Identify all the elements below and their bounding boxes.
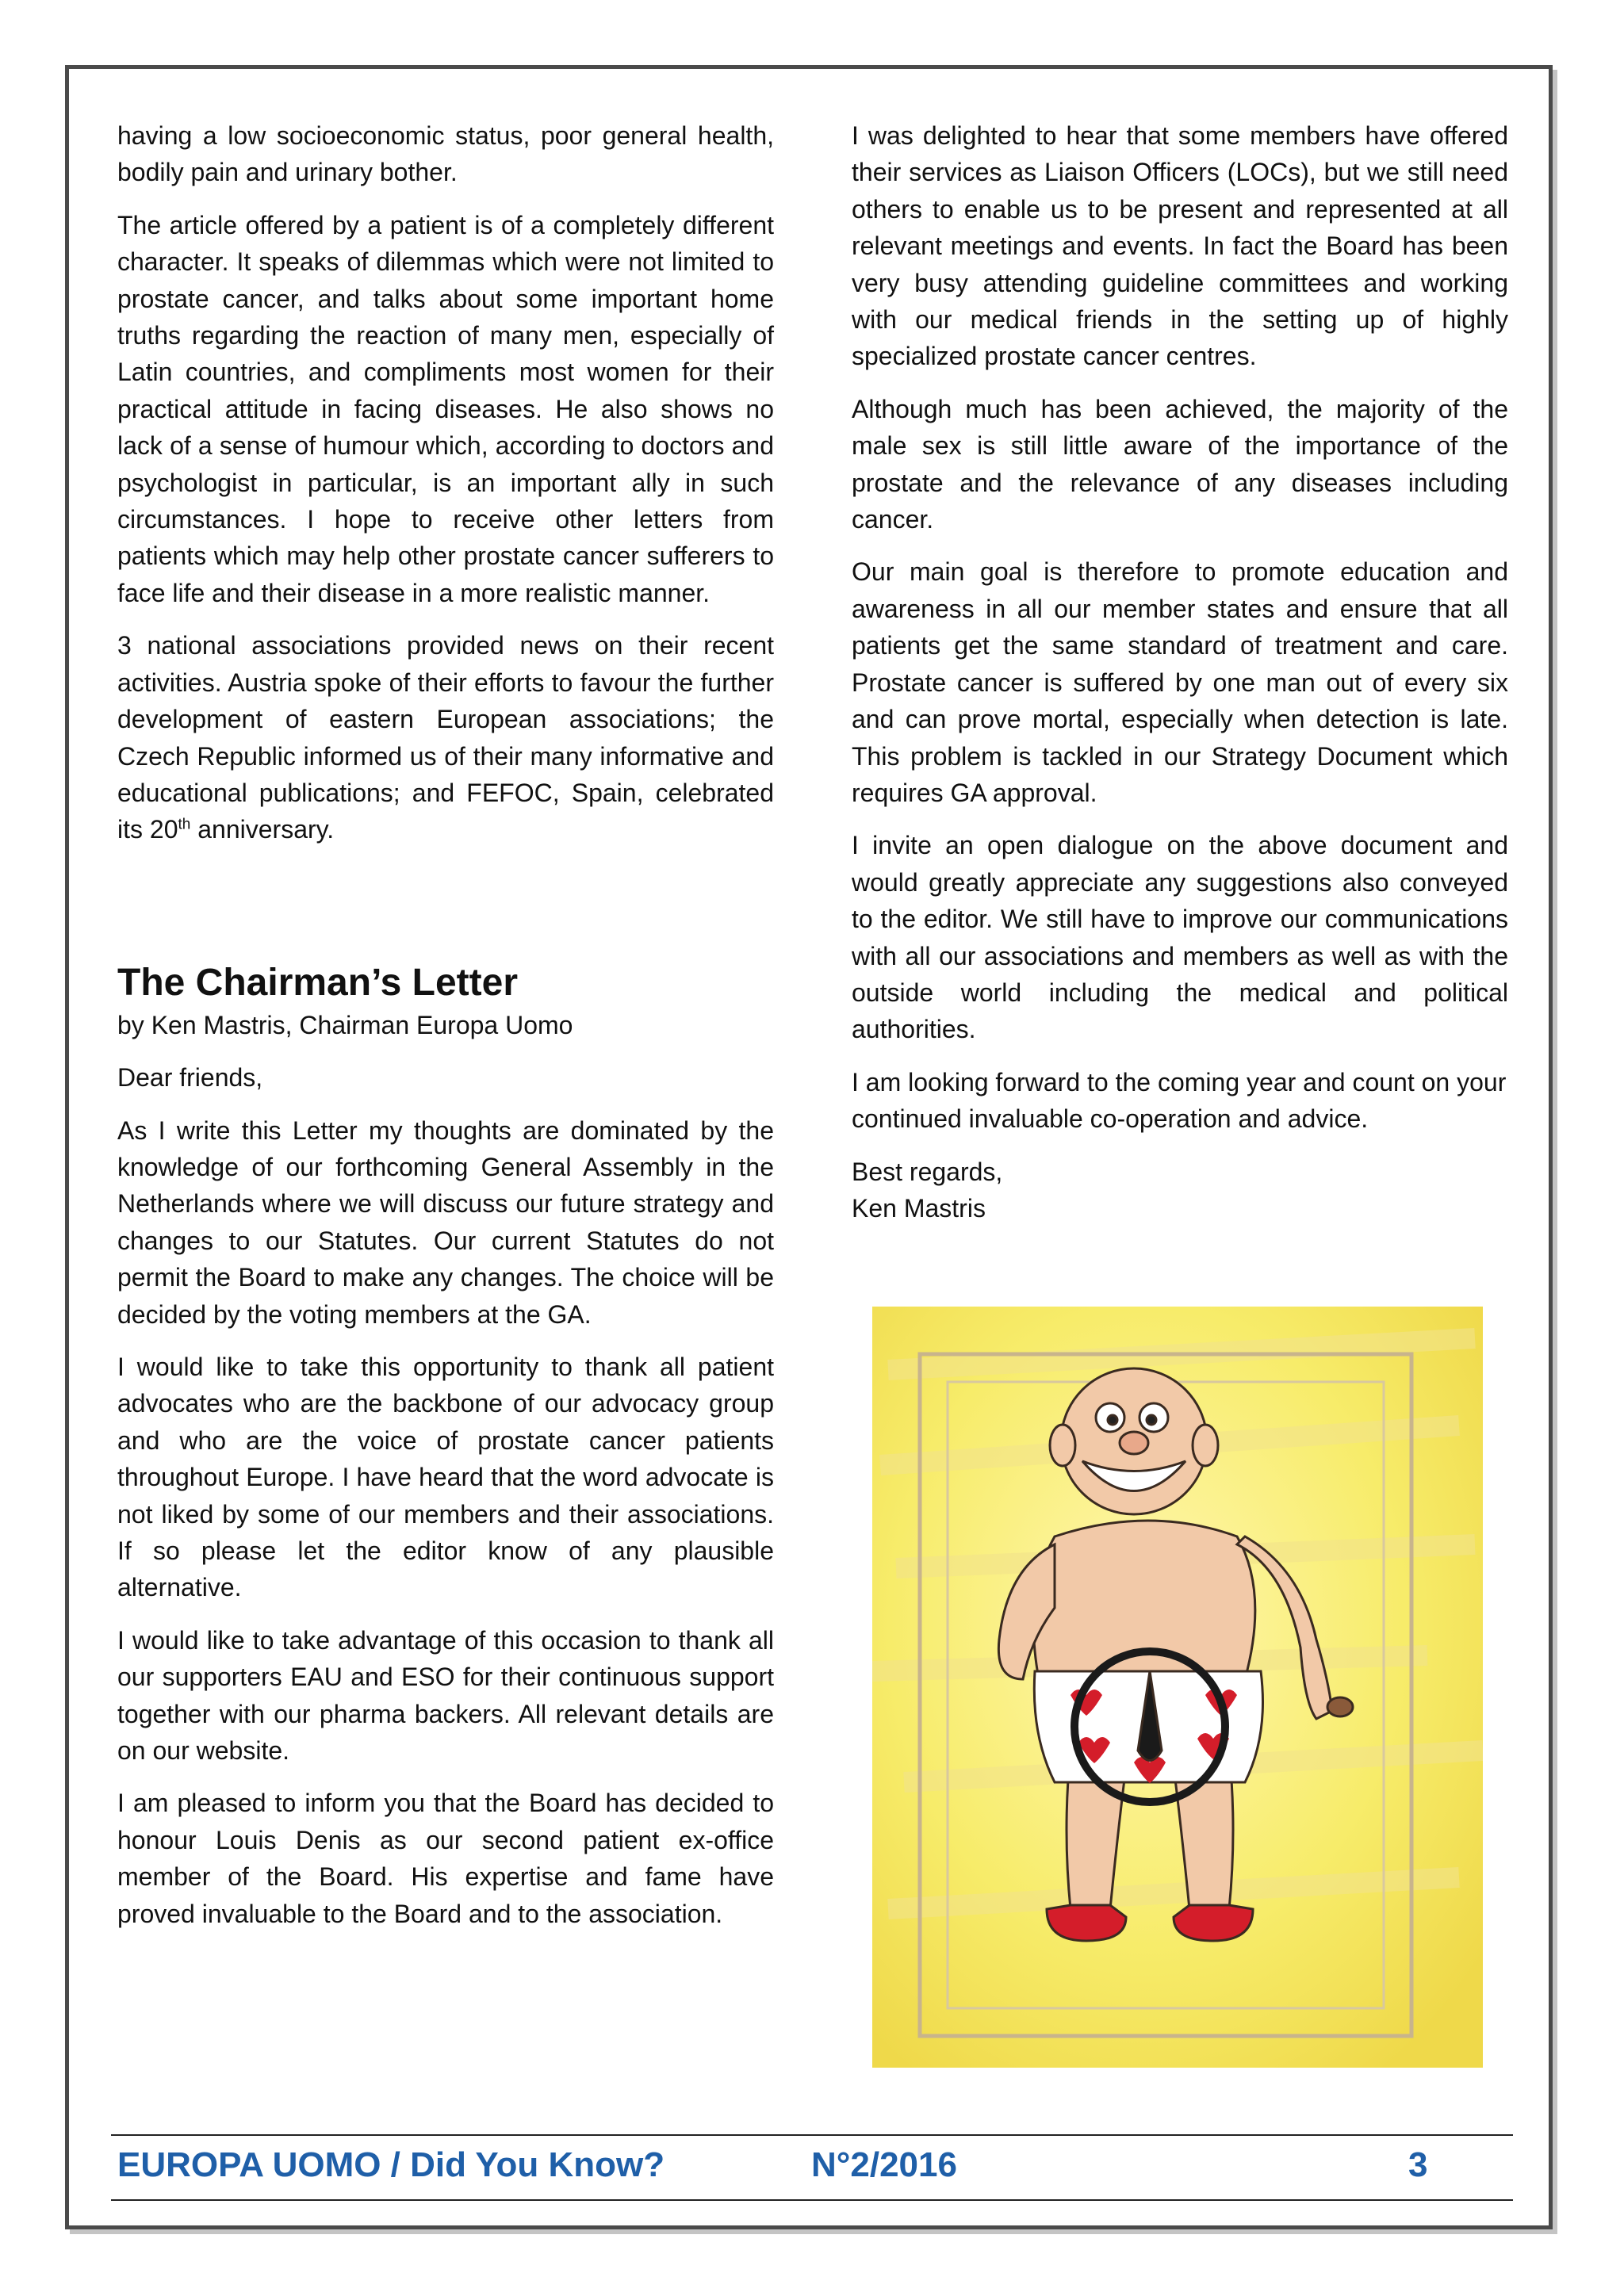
paragraph: Although much has been achieved, the majority of the male sex is still little aware of the importance of the prostate and the relevance of any diseases including cancer. (852, 394, 1508, 534)
section-title: The Chairman’s Letter (117, 961, 519, 1004)
footer-title: EUROPA UOMO / Did You Know? (117, 2145, 665, 2184)
footer-issue: N°2/2016 (811, 2145, 957, 2184)
paragraph: I am looking forward to the coming year and count on your continued invaluable co-operation and advice. (852, 1067, 1507, 1134)
spacer (117, 864, 774, 959)
paragraph: The article offered by a patient is of a completely different character. It speaks of dilemmas which were not limited to prostate cancer, and talks about some important home truths regarding the reaction of many men, especially of Latin countries, and compliments most women for their practical attitude in facing diseases. He also shows no lack of a sense of humour which, according to doctors and psychologist in particular, is an important ally in such circumstances. I hope to receive other letters from patients which may help other prostate cancer sufferers to face life and their disease in a more realistic manner. (117, 210, 774, 607)
paragraph: I am pleased to inform you that the Board has decided to honour Louis Denis as our second patient ex-office member of the Board. His expertise and fame have proved invaluable to the Board and to the association. (117, 1789, 774, 1928)
right-slipper (1174, 1905, 1253, 1941)
signature: Ken Mastris (852, 1193, 986, 1223)
cartoon-illustration (872, 1307, 1483, 2068)
superscript: th (178, 816, 191, 833)
right-pupil (1147, 1415, 1156, 1425)
paragraph: Our main goal is therefore to promote education and awareness in all our member states and ensure that all patients get the same standard of treatment and care. Prostate cancer is suffered by one man out of every six and can prove mortal, especially when detection is late. This problem is tackled in our Strategy Document which requires GA approval. (852, 557, 1508, 807)
left-pupil (1108, 1415, 1117, 1425)
paragraph-text: 3 national associations provided news on their recent activities. Austria spoke of their efforts to favour the further development of eastern European associations; the Czech Republic informed us of their many informative and educational publications; and FEFOC, Spain, celebrated its 20 (117, 631, 774, 844)
paragraph: having a low socioeconomic status, poor general health, bodily pain and urinary bother. (117, 121, 774, 187)
right-column (852, 117, 1508, 1242)
page-number: 3 (1408, 2145, 1428, 2184)
nose (1120, 1432, 1148, 1454)
right-ear (1193, 1425, 1218, 1466)
paragraph: I would like to take advantage of this occasion to thank all our supporters EAU and ESO for their continuous support together with our pharma backers. All relevant details are on our website. (117, 1625, 774, 1766)
footer (111, 2134, 1513, 2201)
left-ear (1050, 1425, 1075, 1466)
paragraph: I invite an open dialogue on the above document and would greatly appreciate any suggestions also conveyed to the editor. We still have to improve our communications with all our associations and members as well as with the outside world including the medical and political authorities. (852, 831, 1508, 1044)
paragraph: I would like to take this opportunity to thank all patient advocates who are the backbone of our advocacy group and who are the voice of prostate cancer patients throughout Europe. I have heard that the word advocate is not liked by some of our members and their associations. If so please let the editor know of any plausible alternative. (117, 1352, 774, 1602)
left-column (117, 117, 774, 1948)
paragraph (117, 627, 774, 848)
greeting: Dear friends, (117, 1063, 263, 1093)
signoff: Best regards, (852, 1157, 1003, 1186)
left-slipper (1047, 1905, 1126, 1941)
bottle (1327, 1697, 1353, 1716)
paragraph-text-end: anniversary. (190, 815, 335, 844)
byline: by Ken Mastris, Chairman Europa Uomo (117, 1010, 573, 1039)
paragraph: I was delighted to hear that some members have offered their services as Liaison Officers (LOCs), but we still need others to enable us to be present and represented at all relevant meetings and events. In fact the Board has been very busy attending guideline committees and working with our medical friends in the setting up of highly specialized prostate cancer centres. (852, 121, 1508, 371)
paragraph: As I write this Letter my thoughts are dominated by the knowledge of our forthcoming General Assembly in the Netherlands where we will discuss our future strategy and changes to our Statutes. Our current Statutes do not permit the Board to make any changes. The choice will be decided by the voting members at the GA. (117, 1115, 774, 1329)
